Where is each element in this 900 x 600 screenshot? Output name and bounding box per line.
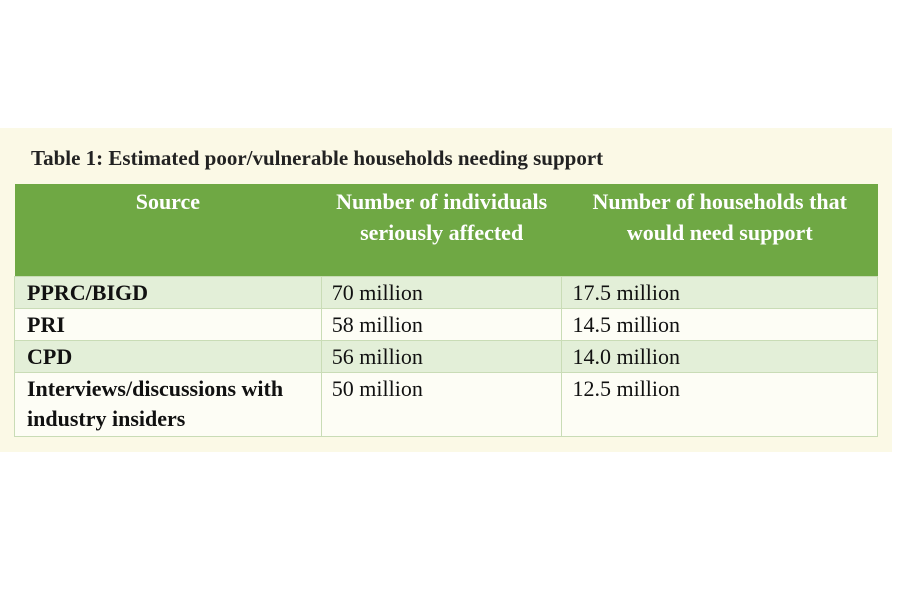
row-individuals: 56 million <box>321 340 562 372</box>
row-individuals: 50 million <box>321 372 562 436</box>
row-individuals: 58 million <box>321 308 562 340</box>
row-households: 12.5 million <box>562 372 878 436</box>
header-source: Source <box>15 184 322 276</box>
row-households: 14.0 million <box>562 340 878 372</box>
row-households: 17.5 million <box>562 276 878 308</box>
row-individuals: 70 million <box>321 276 562 308</box>
table-caption: Table 1: Estimated poor/vulnerable households needing support <box>31 146 604 170</box>
header-households: Number of households that would need support <box>562 184 878 276</box>
row-source: PRI <box>15 308 322 340</box>
table-row <box>15 276 878 308</box>
table-row <box>15 340 878 372</box>
row-source: Interviews/discussions with industry insiders <box>15 372 322 436</box>
row-source: CPD <box>15 340 322 372</box>
header-row <box>15 184 878 276</box>
row-households: 14.5 million <box>562 308 878 340</box>
table-row <box>15 308 878 340</box>
row-source: PPRC/BIGD <box>15 276 322 308</box>
header-individuals: Number of individuals seriously affected <box>321 184 562 276</box>
table-row <box>15 372 878 436</box>
data-table <box>14 184 878 437</box>
